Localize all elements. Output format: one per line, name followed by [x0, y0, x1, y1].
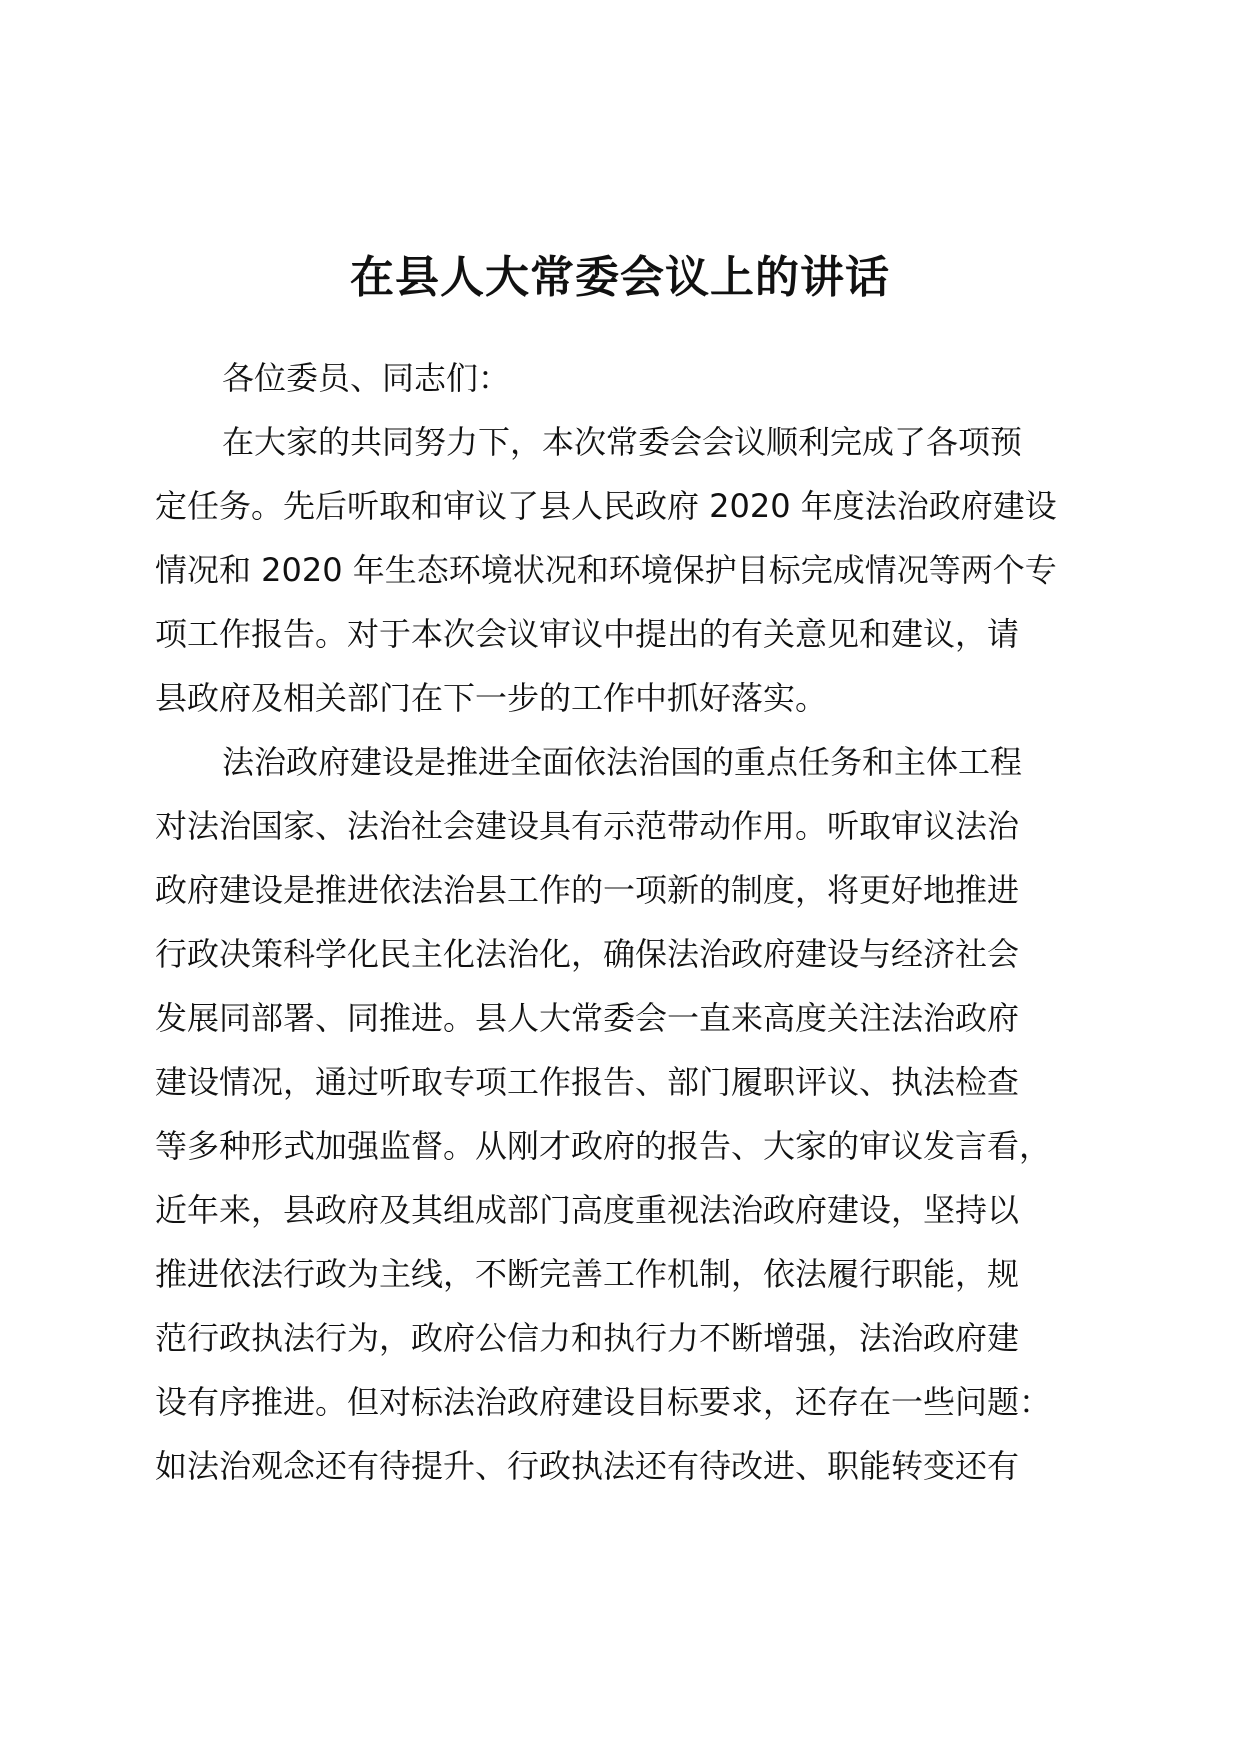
- paragraph-2-line-7: 等多种形式加强监督。从刚才政府的报告、大家的审议发言看，: [155, 1127, 1052, 1165]
- paragraph-2-line-12: 如法治观念还有待提升、行政执法还有待改进、职能转变还有: [155, 1447, 1020, 1485]
- paragraph-1-line-2: 定任务。先后听取和审议了县人民政府 2020 年度法治政府建设: [155, 487, 1057, 525]
- paragraph-2-line-1: 法治政府建设是推进全面依法治国的重点任务和主体工程: [222, 743, 1023, 781]
- paragraph-1-line-4: 项工作报告。对于本次会议审议中提出的有关意见和建议，请: [155, 615, 1020, 653]
- paragraph-2-line-5: 发展同部署、同推进。县人大常委会一直来高度关注法治政府: [155, 999, 1020, 1037]
- paragraph-1-line-1: 在大家的共同努力下，本次常委会会议顺利完成了各项预: [222, 423, 1023, 461]
- paragraph-2-line-10: 范行政执法行为，政府公信力和执行力不断增强，法治政府建: [155, 1319, 1020, 1357]
- paragraph-1-line-3: 情况和 2020 年生态环境状况和环境保护目标完成情况等两个专: [155, 551, 1057, 589]
- document-title: 在县人大常委会议上的讲话: [350, 252, 890, 303]
- paragraph-1-line-5: 县政府及相关部门在下一步的工作中抓好落实。: [155, 679, 828, 717]
- paragraph-2-line-11: 设有序推进。但对标法治政府建设目标要求，还存在一些问题：: [155, 1383, 1052, 1421]
- salutation-line: 各位委员、同志们：: [222, 359, 511, 397]
- paragraph-2-line-3: 政府建设是推进依法治县工作的一项新的制度，将更好地推进: [155, 871, 1020, 909]
- paragraph-2-line-6: 建设情况，通过听取专项工作报告、部门履职评议、执法检查: [155, 1063, 1020, 1101]
- paragraph-2-line-2: 对法治国家、法治社会建设具有示范带动作用。听取审议法治: [155, 807, 1020, 845]
- paragraph-2-line-8: 近年来，县政府及其组成部门高度重视法治政府建设，坚持以: [155, 1191, 1020, 1229]
- paragraph-2-line-9: 推进依法行政为主线，不断完善工作机制，依法履行职能，规: [155, 1255, 1020, 1293]
- paragraph-2-line-4: 行政决策科学化民主化法治化，确保法治政府建设与经济社会: [155, 935, 1020, 973]
